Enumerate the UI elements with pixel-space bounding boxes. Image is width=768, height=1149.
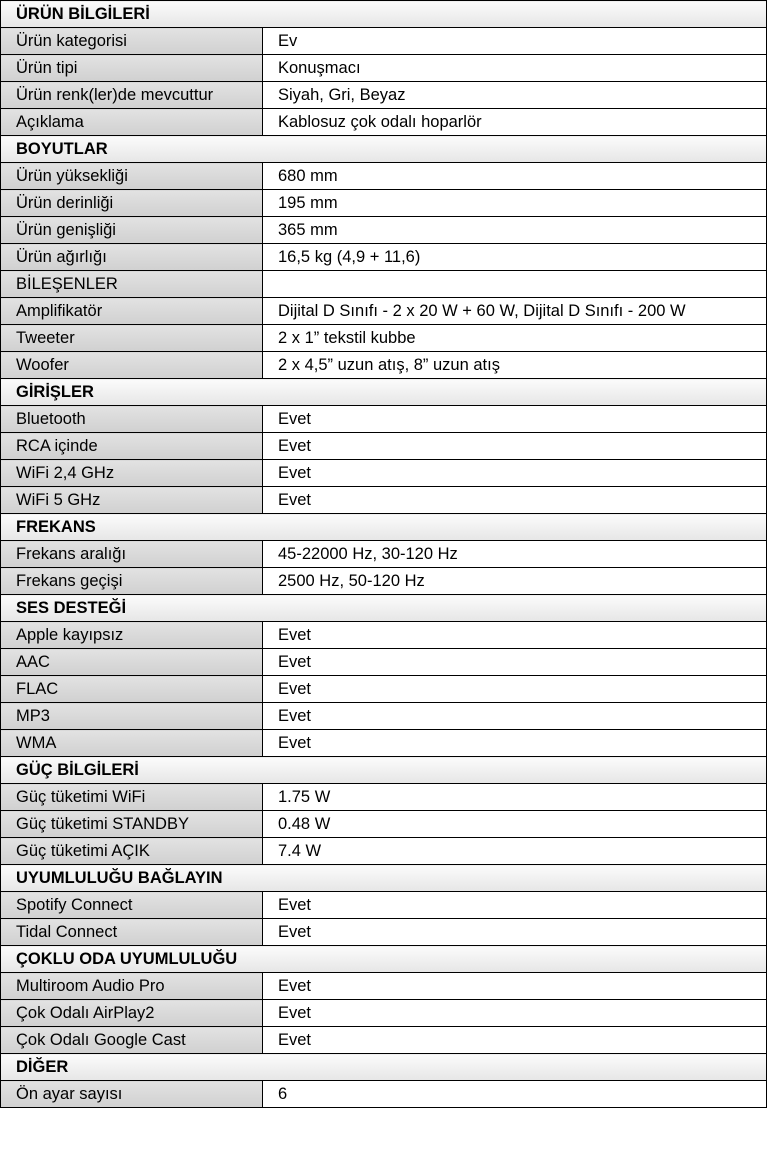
spec-value: Evet <box>263 892 767 919</box>
section-header-row <box>1 1054 767 1081</box>
spec-row <box>1 271 767 298</box>
spec-value: 195 mm <box>263 190 767 217</box>
section-title: ÜRÜN BİLGİLERİ <box>1 1 767 28</box>
spec-value: Siyah, Gri, Beyaz <box>263 82 767 109</box>
spec-row <box>1 325 767 352</box>
spec-value: Evet <box>263 919 767 946</box>
spec-label: Güç tüketimi WiFi <box>1 784 263 811</box>
spec-value: 6 <box>263 1081 767 1108</box>
spec-value: Evet <box>263 676 767 703</box>
spec-row <box>1 919 767 946</box>
spec-row <box>1 811 767 838</box>
spec-value: 16,5 kg (4,9 + 11,6) <box>263 244 767 271</box>
section-header-row <box>1 946 767 973</box>
spec-row <box>1 406 767 433</box>
spec-value: Evet <box>263 649 767 676</box>
spec-label: Çok Odalı AirPlay2 <box>1 1000 263 1027</box>
spec-row <box>1 1081 767 1108</box>
section-title: FREKANS <box>1 514 767 541</box>
spec-value: Evet <box>263 1027 767 1054</box>
spec-value: Dijital D Sınıfı - 2 x 20 W + 60 W, Dijital D Sınıfı - 200 W <box>263 298 767 325</box>
spec-value: Evet <box>263 433 767 460</box>
spec-row <box>1 568 767 595</box>
spec-row <box>1 838 767 865</box>
spec-value: Evet <box>263 730 767 757</box>
spec-label: WiFi 5 GHz <box>1 487 263 514</box>
section-header-row <box>1 379 767 406</box>
spec-row <box>1 892 767 919</box>
spec-label: Çok Odalı Google Cast <box>1 1027 263 1054</box>
spec-row <box>1 460 767 487</box>
section-title: GÜÇ BİLGİLERİ <box>1 757 767 784</box>
spec-label: Woofer <box>1 352 263 379</box>
spec-value: Konuşmacı <box>263 55 767 82</box>
spec-value: 680 mm <box>263 163 767 190</box>
spec-row <box>1 1000 767 1027</box>
spec-label: Ön ayar sayısı <box>1 1081 263 1108</box>
spec-label: RCA içinde <box>1 433 263 460</box>
spec-row <box>1 298 767 325</box>
spec-row <box>1 1027 767 1054</box>
spec-label: BİLEŞENLER <box>1 271 263 298</box>
spec-label: Tidal Connect <box>1 919 263 946</box>
spec-label: Tweeter <box>1 325 263 352</box>
spec-row <box>1 622 767 649</box>
spec-label: Frekans aralığı <box>1 541 263 568</box>
spec-label: Ürün tipi <box>1 55 263 82</box>
spec-row <box>1 730 767 757</box>
spec-value: Evet <box>263 406 767 433</box>
spec-value: Ev <box>263 28 767 55</box>
spec-row <box>1 676 767 703</box>
spec-row <box>1 82 767 109</box>
spec-row <box>1 352 767 379</box>
spec-value: 2 x 1” tekstil kubbe <box>263 325 767 352</box>
spec-label: Multiroom Audio Pro <box>1 973 263 1000</box>
section-title: ÇOKLU ODA UYUMLULUĞU <box>1 946 767 973</box>
spec-row <box>1 163 767 190</box>
spec-value: Evet <box>263 703 767 730</box>
spec-label: Ürün genişliği <box>1 217 263 244</box>
spec-row <box>1 703 767 730</box>
spec-value: Kablosuz çok odalı hoparlör <box>263 109 767 136</box>
section-header-row <box>1 136 767 163</box>
section-title: BOYUTLAR <box>1 136 767 163</box>
spec-value: Evet <box>263 487 767 514</box>
spec-value: 1.75 W <box>263 784 767 811</box>
spec-row <box>1 487 767 514</box>
section-title: GİRİŞLER <box>1 379 767 406</box>
spec-row <box>1 109 767 136</box>
spec-row <box>1 973 767 1000</box>
spec-label: Güç tüketimi AÇIK <box>1 838 263 865</box>
section-header-row <box>1 1 767 28</box>
spec-value: 2 x 4,5” uzun atış, 8” uzun atış <box>263 352 767 379</box>
section-header-row <box>1 757 767 784</box>
spec-value: 0.48 W <box>263 811 767 838</box>
spec-row <box>1 190 767 217</box>
section-title: SES DESTEĞİ <box>1 595 767 622</box>
spec-label: WiFi 2,4 GHz <box>1 460 263 487</box>
spec-value: Evet <box>263 973 767 1000</box>
spec-value: 7.4 W <box>263 838 767 865</box>
spec-label: AAC <box>1 649 263 676</box>
section-header-row <box>1 595 767 622</box>
spec-value: Evet <box>263 460 767 487</box>
section-title: DİĞER <box>1 1054 767 1081</box>
spec-label: Ürün derinliği <box>1 190 263 217</box>
spec-row <box>1 55 767 82</box>
section-title: UYUMLULUĞU BAĞLAYIN <box>1 865 767 892</box>
spec-label: Ürün kategorisi <box>1 28 263 55</box>
spec-row <box>1 784 767 811</box>
spec-row <box>1 244 767 271</box>
spec-value <box>263 271 767 298</box>
spec-label: Ürün renk(ler)de mevcuttur <box>1 82 263 109</box>
spec-label: MP3 <box>1 703 263 730</box>
spec-label: Apple kayıpsız <box>1 622 263 649</box>
spec-label: Ürün ağırlığı <box>1 244 263 271</box>
spec-row <box>1 217 767 244</box>
spec-row <box>1 433 767 460</box>
spec-label: Bluetooth <box>1 406 263 433</box>
spec-label: FLAC <box>1 676 263 703</box>
spec-value: Evet <box>263 1000 767 1027</box>
spec-row <box>1 541 767 568</box>
spec-value: 365 mm <box>263 217 767 244</box>
spec-label: Güç tüketimi STANDBY <box>1 811 263 838</box>
spec-label: WMA <box>1 730 263 757</box>
spec-label: Frekans geçişi <box>1 568 263 595</box>
spec-row <box>1 649 767 676</box>
section-header-row <box>1 514 767 541</box>
spec-value: 2500 Hz, 50-120 Hz <box>263 568 767 595</box>
spec-value: Evet <box>263 622 767 649</box>
section-header-row <box>1 865 767 892</box>
spec-label: Spotify Connect <box>1 892 263 919</box>
spec-label: Ürün yüksekliği <box>1 163 263 190</box>
spec-value: 45-22000 Hz, 30-120 Hz <box>263 541 767 568</box>
spec-row <box>1 28 767 55</box>
spec-label: Amplifikatör <box>1 298 263 325</box>
spec-label: Açıklama <box>1 109 263 136</box>
